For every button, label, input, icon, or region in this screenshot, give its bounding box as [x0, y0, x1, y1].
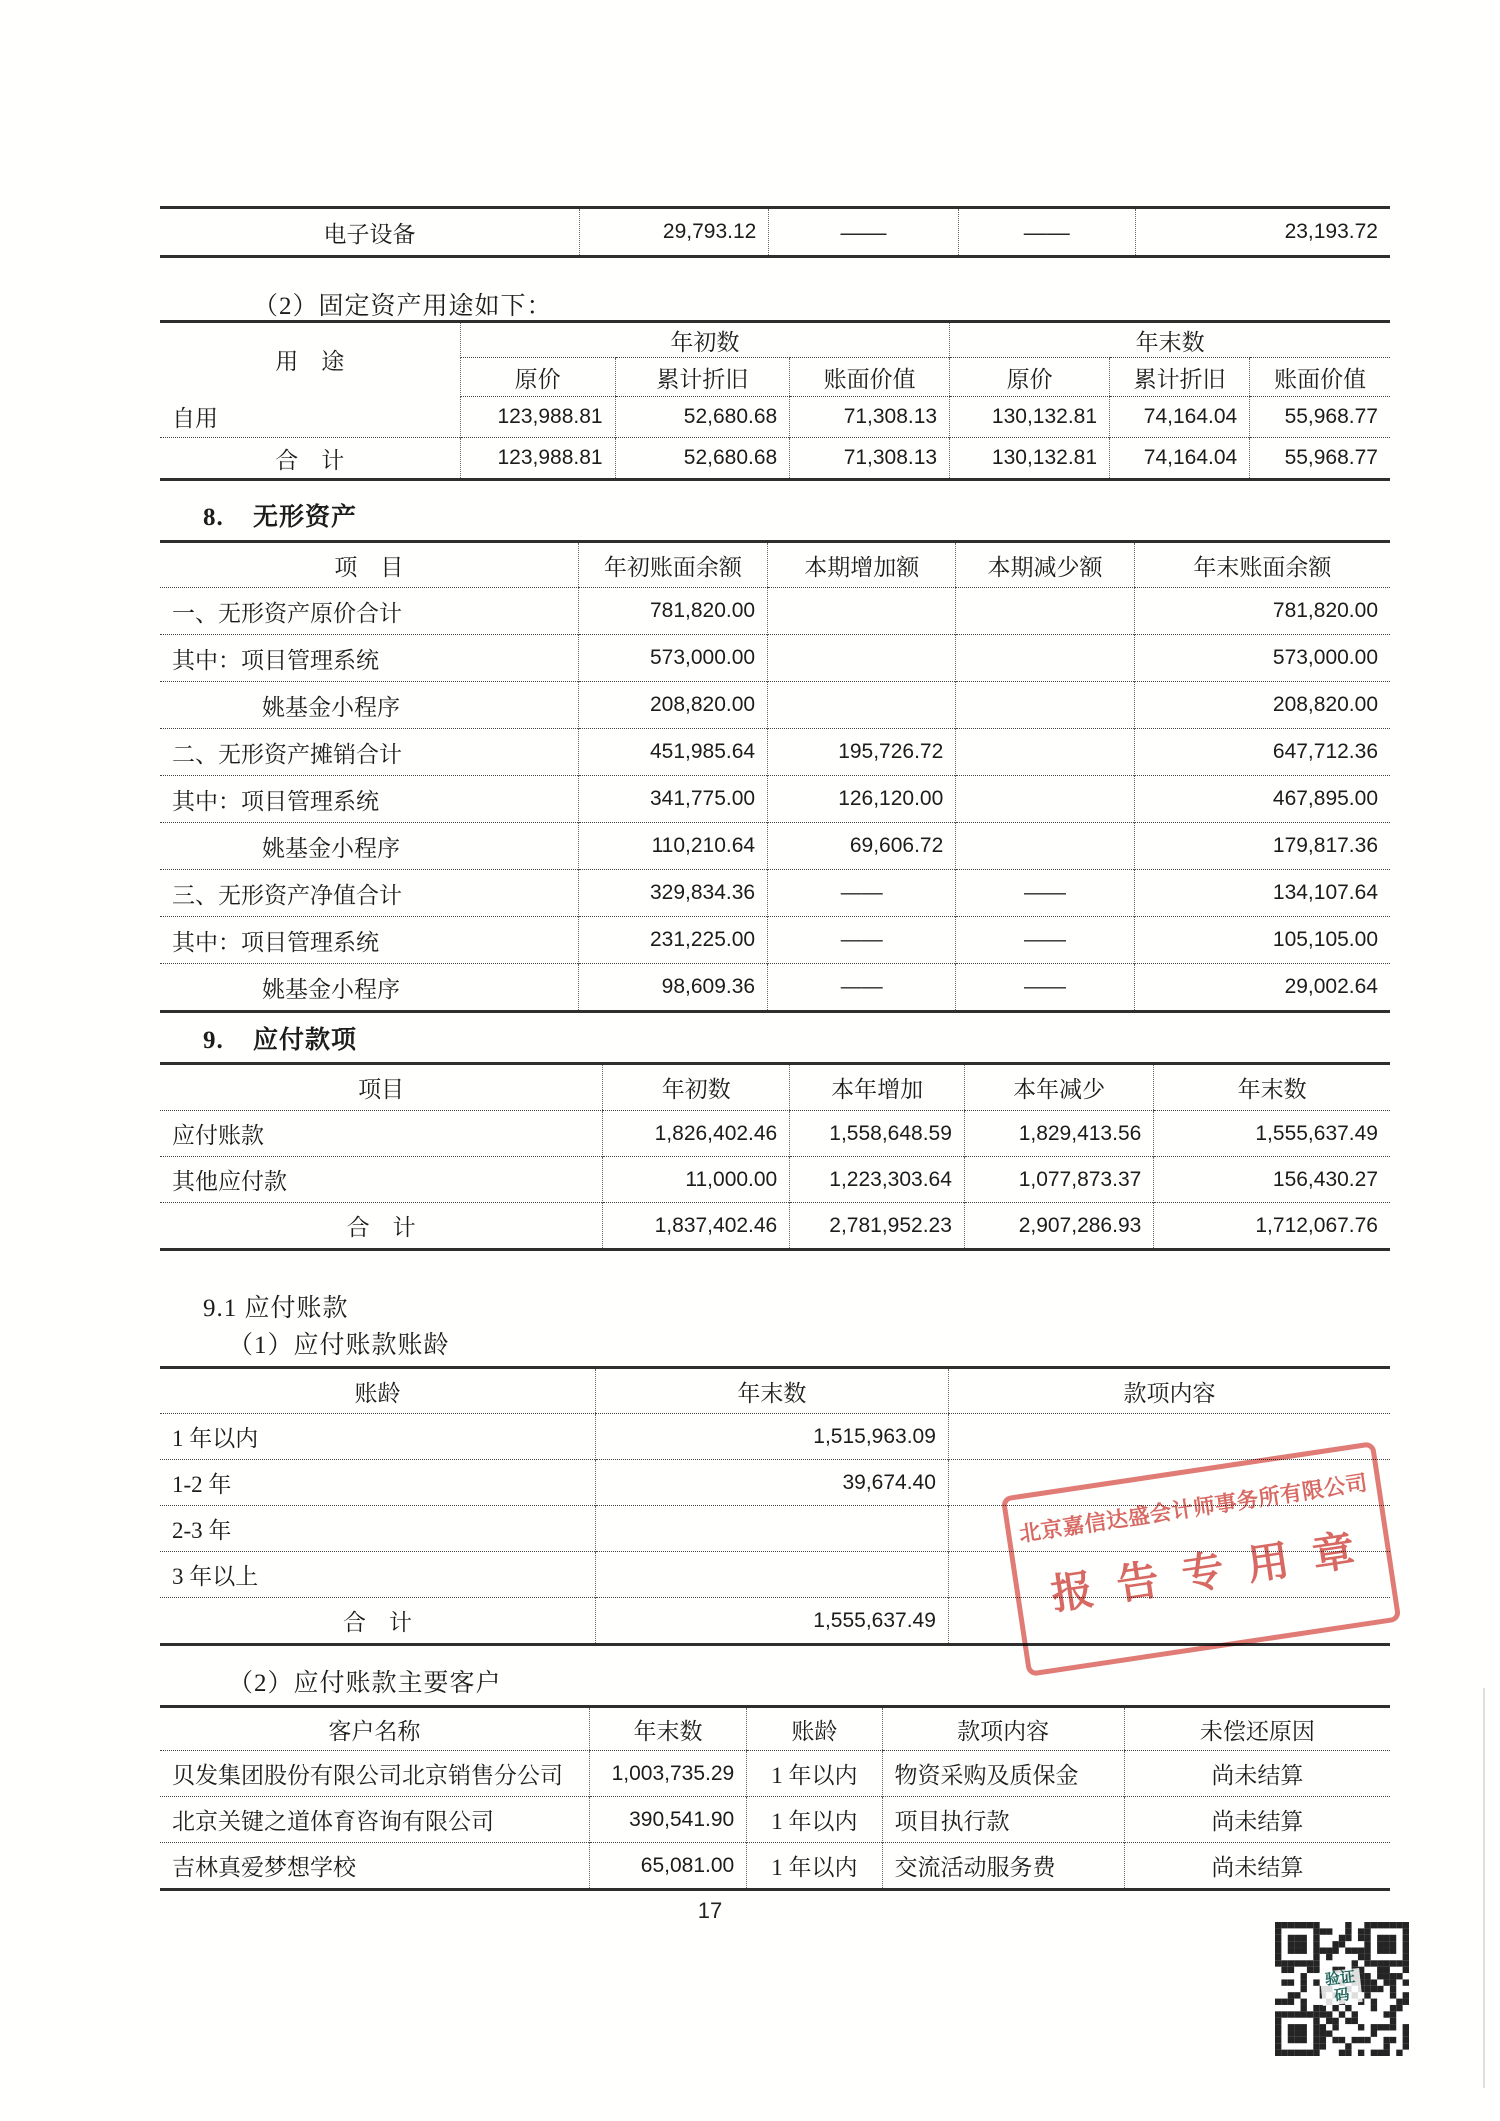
- table-cell: 52,680.68: [615, 438, 790, 480]
- table-cell: ——: [958, 208, 1135, 257]
- column-header: 账面价值: [1250, 358, 1390, 397]
- column-header: 账龄: [160, 1368, 595, 1414]
- table-cell: 合 计: [160, 1598, 595, 1645]
- table-cell: 一、无形资产原价合计: [172, 600, 402, 626]
- column-group-header: 年初数: [460, 322, 950, 358]
- column-header: 账面价值: [790, 358, 950, 397]
- section-title-text: 应付款项: [253, 1027, 358, 1054]
- carryover-asset-table: [160, 206, 1390, 258]
- page-number: 17: [697, 1898, 723, 1923]
- table-header-row: [160, 1707, 1390, 1751]
- table-cell: 1,077,873.37: [964, 1157, 1153, 1203]
- table-cell: 自用: [172, 406, 218, 432]
- table-cell: 29,002.64: [1134, 964, 1390, 1012]
- table-cell: 451,985.64: [578, 729, 767, 776]
- table-row: [160, 1414, 1390, 1460]
- table-cell: [956, 729, 1134, 776]
- table-row: [160, 635, 1390, 682]
- column-header: 年末数: [1154, 1064, 1390, 1111]
- table-cell: 其中：项目管理系统: [160, 917, 578, 964]
- table-cell: [956, 682, 1134, 729]
- table-cell: 208,820.00: [578, 682, 767, 729]
- table-cell: 781,820.00: [578, 588, 767, 635]
- column-header: 本期减少额: [956, 542, 1134, 588]
- table-cell: 130,132.81: [950, 397, 1110, 438]
- table-cell: 208,820.00: [1134, 682, 1390, 729]
- table-cell: [768, 682, 956, 729]
- column-header: 原价: [460, 358, 615, 397]
- table-cell: [595, 1506, 948, 1552]
- table-cell: 74,164.04: [1110, 438, 1250, 480]
- table-row: [160, 1843, 1390, 1890]
- table-cell: ——: [956, 964, 1134, 1012]
- table-cell: 390,541.90: [589, 1797, 746, 1843]
- fixed-assets-usage-title: （2）固定资产用途如下：: [253, 293, 553, 320]
- section9-title: [203, 1020, 357, 1056]
- section-title-text: 无形资产: [253, 504, 358, 531]
- table-cell: 姚基金小程序: [160, 964, 578, 1012]
- table-cell: 74,164.04: [1110, 397, 1250, 438]
- table-cell: 1 年以内: [747, 1751, 882, 1797]
- table-cell: 1 年以内: [172, 1426, 259, 1451]
- stamp-purpose-text: 报告专用章: [1048, 1524, 1382, 1620]
- table-cell: 其中：项目管理系统: [160, 635, 578, 682]
- table-row: [160, 1157, 1390, 1203]
- table-header-row: [160, 1064, 1390, 1111]
- table-cell: 71,308.13: [790, 438, 950, 480]
- table-cell: 应付账款: [172, 1123, 264, 1148]
- intangible-assets-table: [160, 540, 1390, 1013]
- table-cell: 29,793.12: [579, 208, 768, 257]
- table-cell: 2-3 年: [160, 1506, 595, 1552]
- table-cell: 123,988.81: [460, 438, 615, 480]
- table-cell: 3 年以上: [160, 1552, 595, 1598]
- table-row: [160, 1797, 1390, 1843]
- table-cell: 134,107.64: [1134, 870, 1390, 917]
- table-row: [160, 682, 1390, 729]
- table-row: [160, 1203, 1390, 1250]
- table-cell: 其他应付款: [160, 1157, 603, 1203]
- table-cell: ——: [769, 208, 958, 257]
- table-cell: 98,609.36: [578, 964, 767, 1012]
- column-header: 款项内容: [882, 1707, 1124, 1751]
- table-cell: 11,000.00: [603, 1157, 790, 1203]
- table-cell: 231,225.00: [578, 917, 767, 964]
- table-cell: [956, 635, 1134, 682]
- table-cell: 2,907,286.93: [964, 1203, 1153, 1250]
- column-header: 年末数: [589, 1707, 746, 1751]
- table-cell: 1 年以内: [747, 1843, 882, 1890]
- column-group-header: 年末数: [950, 322, 1390, 358]
- table-row: [160, 208, 1390, 257]
- table-cell: 55,968.77: [1250, 438, 1390, 480]
- section-number: 9.: [203, 1027, 224, 1054]
- column-header: 账龄: [747, 1707, 882, 1751]
- table-cell: 三、无形资产净值合计: [160, 870, 578, 917]
- table-cell: 1 年以内: [747, 1797, 882, 1843]
- table-cell: 1-2 年: [160, 1460, 595, 1506]
- table-cell: 71,308.13: [790, 397, 950, 438]
- table-cell: 1,555,637.49: [1154, 1111, 1390, 1157]
- table-cell: 39,674.40: [595, 1460, 948, 1506]
- table-cell: 105,105.00: [1134, 917, 1390, 964]
- section-number: 8.: [203, 504, 224, 531]
- table-cell: 尚未结算: [1124, 1797, 1390, 1843]
- table-cell: 2,781,952.23: [790, 1203, 965, 1250]
- aging-title: （1）应付账款账龄: [228, 1332, 450, 1359]
- column-header: 未偿还原因: [1124, 1707, 1390, 1751]
- table-cell: 电子设备: [323, 221, 416, 247]
- table-cell: ——: [956, 917, 1134, 964]
- table-cell: [956, 823, 1134, 870]
- section91-title: 9.1 应付账款: [203, 1295, 349, 1322]
- table-cell: ——: [956, 870, 1134, 917]
- table-row: [160, 917, 1390, 964]
- customers-title: （2）应付账款主要客户: [228, 1670, 502, 1697]
- fixed-assets-usage-table: [160, 320, 1390, 481]
- table-cell: 贝发集团股份有限公司北京销售分公司: [172, 1763, 563, 1788]
- table-row: [160, 729, 1390, 776]
- qr-verification-label: 验证码: [1319, 1968, 1362, 2006]
- column-header: 客户名称: [160, 1707, 589, 1751]
- table-cell: 1,515,963.09: [595, 1414, 948, 1460]
- table-cell: 130,132.81: [950, 438, 1110, 480]
- table-cell: 姚基金小程序: [160, 823, 578, 870]
- table-cell: ——: [768, 870, 956, 917]
- table-cell: 合 计: [160, 438, 460, 480]
- table-cell: 647,712.36: [1134, 729, 1390, 776]
- table-cell: 781,820.00: [1134, 588, 1390, 635]
- table-cell: 126,120.00: [768, 776, 956, 823]
- table-cell: [768, 635, 956, 682]
- table-cell: 573,000.00: [1134, 635, 1390, 682]
- table-cell: 其中：项目管理系统: [160, 776, 578, 823]
- table-cell: 1,558,648.59: [790, 1111, 965, 1157]
- table-cell: 合 计: [160, 1203, 603, 1250]
- table-cell: 1,829,413.56: [964, 1111, 1153, 1157]
- column-header: 年初数: [603, 1064, 790, 1111]
- table-cell: 1,712,067.76: [1154, 1203, 1390, 1250]
- table-row: [160, 1751, 1390, 1797]
- table-cell: [595, 1552, 948, 1598]
- table-cell: 573,000.00: [578, 635, 767, 682]
- table-cell: 329,834.36: [578, 870, 767, 917]
- column-header: 年末数: [595, 1368, 948, 1414]
- table-row: [160, 870, 1390, 917]
- table-cell: 23,193.72: [1135, 208, 1390, 257]
- table-cell: 467,895.00: [1134, 776, 1390, 823]
- table-cell: 55,968.77: [1250, 397, 1390, 438]
- table-row: [160, 823, 1390, 870]
- customers-table: [160, 1705, 1390, 1891]
- column-header: 本期增加额: [768, 542, 956, 588]
- column-header: 年初账面余额: [578, 542, 767, 588]
- table-cell: [768, 588, 956, 635]
- table-header-row: [160, 542, 1390, 588]
- table-cell: 姚基金小程序: [160, 682, 578, 729]
- table-row: [160, 438, 1390, 480]
- table-cell: 1,555,637.49: [595, 1598, 948, 1645]
- table-row: [160, 964, 1390, 1012]
- column-header: 用 途: [275, 349, 345, 375]
- table-cell: ——: [768, 917, 956, 964]
- table-cell: 110,210.64: [578, 823, 767, 870]
- table-cell: 65,081.00: [589, 1843, 746, 1890]
- table-cell: 北京关键之道体育咨询有限公司: [160, 1797, 589, 1843]
- table-cell: 341,775.00: [578, 776, 767, 823]
- table-cell: 123,988.81: [460, 397, 615, 438]
- column-header: 累计折旧: [1110, 358, 1250, 397]
- scan-artifact-line: [1483, 1688, 1485, 2088]
- section8-title: [203, 497, 357, 533]
- column-header: 项 目: [160, 542, 578, 588]
- table-row: [160, 588, 1390, 635]
- table-cell: [956, 776, 1134, 823]
- column-header: 年末账面余额: [1134, 542, 1390, 588]
- table-cell: 156,430.27: [1154, 1157, 1390, 1203]
- stamp-company-name: 北京嘉信达盛会计师事务所有限公司: [1017, 1470, 1370, 1547]
- column-header: 本年增加: [790, 1064, 965, 1111]
- column-header: 款项内容: [948, 1368, 1390, 1414]
- table-cell: 1,826,402.46: [603, 1111, 790, 1157]
- table-cell: ——: [768, 964, 956, 1012]
- table-row: [160, 1111, 1390, 1157]
- table-cell: 交流活动服务费: [882, 1843, 1124, 1890]
- table-cell: 179,817.36: [1134, 823, 1390, 870]
- column-header: 累计折旧: [615, 358, 790, 397]
- table-cell: 1,003,735.29: [589, 1751, 746, 1797]
- table-cell: 二、无形资产摊销合计: [160, 729, 578, 776]
- column-header: 本年减少: [964, 1064, 1153, 1111]
- table-header-row: [160, 1368, 1390, 1414]
- table-cell: 52,680.68: [615, 397, 790, 438]
- column-header: 原价: [950, 358, 1110, 397]
- table-cell: 物资采购及质保金: [882, 1751, 1124, 1797]
- table-row: [160, 776, 1390, 823]
- table-cell: 尚未结算: [1124, 1843, 1390, 1890]
- table-row: [160, 397, 1390, 438]
- table-cell: 吉林真爱梦想学校: [160, 1843, 589, 1890]
- table-cell: 尚未结算: [1124, 1751, 1390, 1797]
- table-cell: 69,606.72: [768, 823, 956, 870]
- table-cell: [956, 588, 1134, 635]
- table-cell: 1,223,303.64: [790, 1157, 965, 1203]
- column-header: 项目: [160, 1064, 603, 1111]
- table-cell: 项目执行款: [882, 1797, 1124, 1843]
- payables-table: [160, 1062, 1390, 1251]
- qr-code: [1275, 1922, 1409, 2056]
- table-cell: 195,726.72: [768, 729, 956, 776]
- table-cell: 1,837,402.46: [603, 1203, 790, 1250]
- table-header-row: [160, 322, 1390, 358]
